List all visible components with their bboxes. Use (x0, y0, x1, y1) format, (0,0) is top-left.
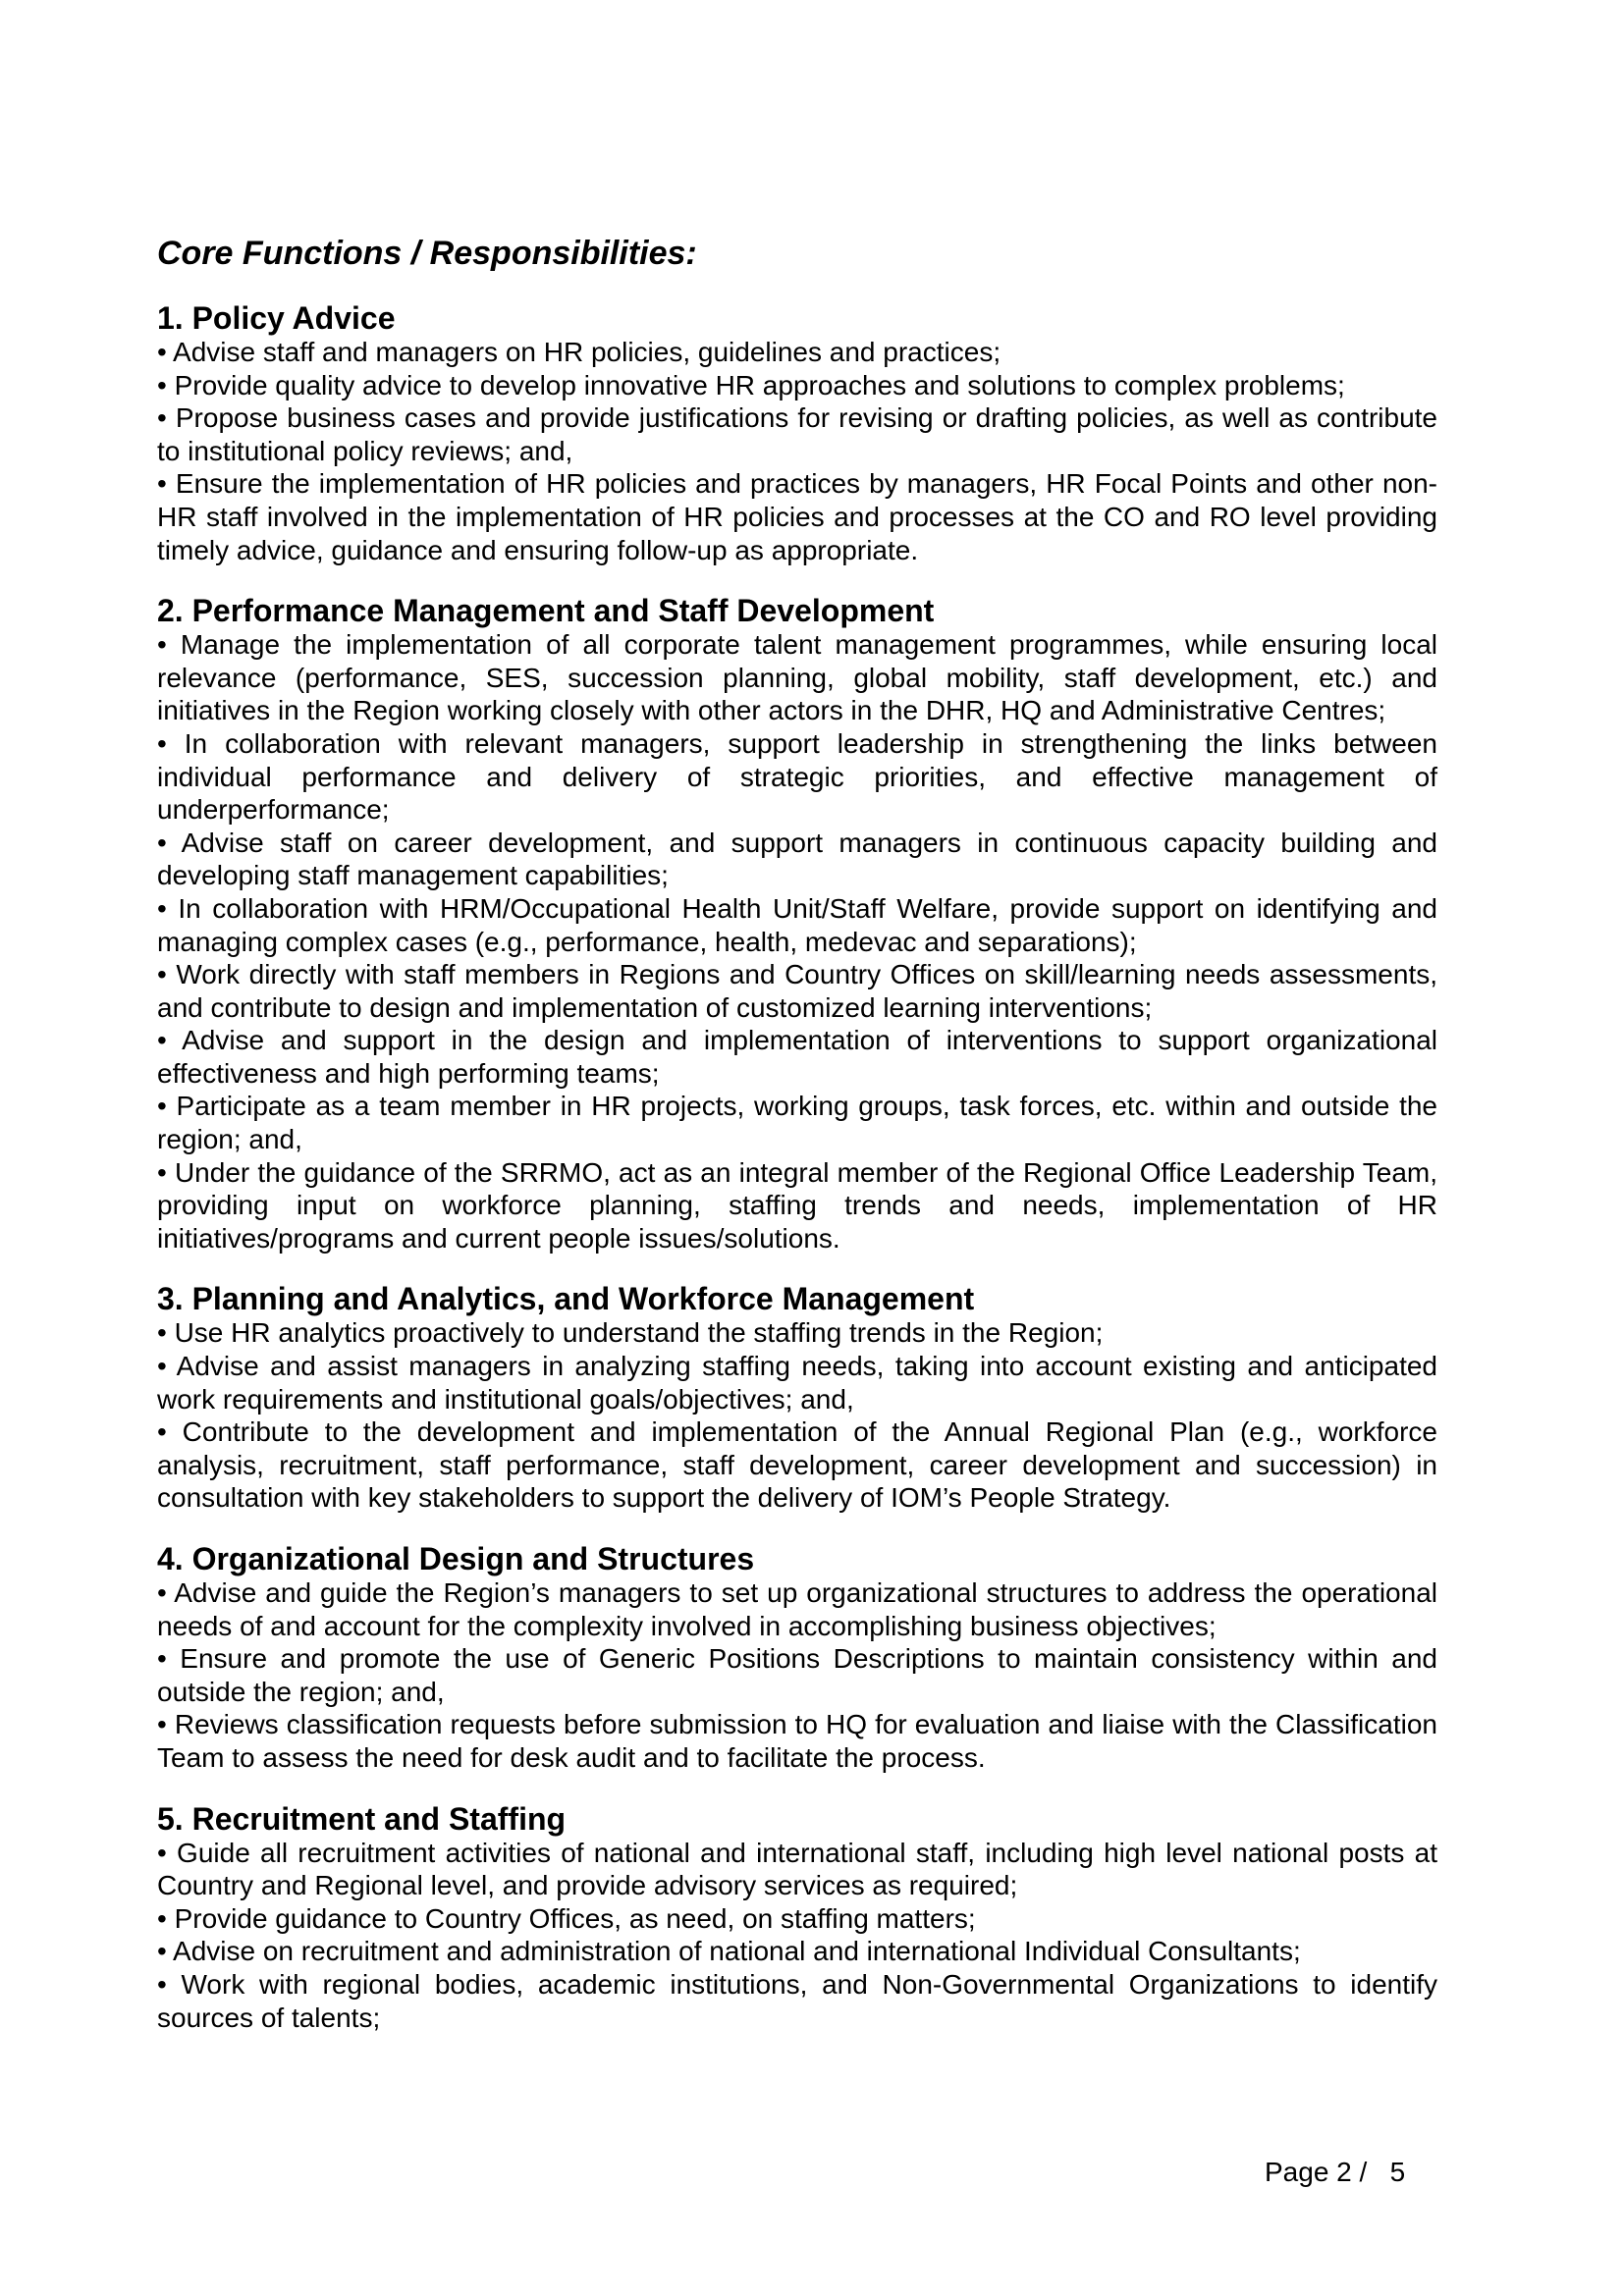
bullet-item: • Participate as a team member in HR projects, working groups, task forces, etc. within and outside the region; and, (157, 1091, 1437, 1155)
bullet-item: • Guide all recruitment activities of national and international staff, including high level national posts at Country and Regional level, and provide advisory services as required; (157, 1837, 1437, 1901)
bullet-item: • Advise staff and managers on HR policies, guidelines and practices; (157, 337, 1001, 367)
section-policy-advice (157, 300, 1437, 566)
bullet-item: • Ensure and promote the use of Generic Positions Descriptions to maintain consistency within and outside the region; and, (157, 1643, 1437, 1707)
bullet-item: • Advise and guide the Region’s managers to set up organizational structures to address the operational needs of and account for the complexity involved in accomplishing business objectives; (157, 1577, 1437, 1641)
bullet-item: • Contribute to the development and implementation of the Annual Regional Plan (e.g., workforce analysis, recruitment, staff performance, staff development, career development and succession) in consultation with key stakeholders to support the delivery of IOM’s People Strategy. (157, 1416, 1437, 1514)
bullet-item: • Advise and assist managers in analyzing staffing needs, taking into account existing and anticipated work requirements and institutional goals/objectives; and, (157, 1351, 1437, 1415)
section-organizational-design (157, 1541, 1437, 1775)
bullet-item: • Advise staff on career development, and support managers in continuous capacity building and developing staff management capabilities; (157, 827, 1437, 891)
bullet-item: • Under the guidance of the SRRMO, act as an integral member of the Regional Office Leadership Team, providing input on workforce planning, staffing trends and needs, implementation of HR initiatives/programs and current people issues/solutions. (157, 1156, 1437, 1254)
page-heading: Core Functions / Responsibilities: (157, 235, 697, 272)
bullet-item: • Use HR analytics proactively to understand the staffing trends in the Region; (157, 1317, 1104, 1349)
section-title: 1. Policy Advice (157, 300, 396, 336)
section-title: 4. Organizational Design and Structures (157, 1541, 755, 1576)
bullet-item: • Manage the implementation of all corporate talent management programmes, while ensuring local relevance (performance, SES, succession planning, global mobility, staff development, etc.) and initiatives in the Region working closely with other actors in the DHR, HQ and Administrative Centres; (157, 629, 1437, 726)
bullet-item: • In collaboration with relevant managers, support leadership in strengthening the links between individual performance and delivery of strategic priorities, and effective management of underperformance; (157, 727, 1437, 826)
bullet-item: • Provide quality advice to develop innovative HR approaches and solutions to complex problems; (157, 369, 1345, 400)
section-recruitment-staffing (157, 1801, 1437, 2035)
bullet-item: • Provide guidance to Country Offices, as need, on staffing matters; (157, 1902, 976, 1934)
bullet-item: • Work directly with staff members in Regions and Country Offices on skill/learning needs assessments, and contribute to design and implementation of customized learning interventions; (157, 959, 1437, 1023)
section-planning-analytics (157, 1281, 1437, 1515)
section-performance-management (157, 593, 1437, 1255)
bullet-item: • Work with regional bodies, academic institutions, and Non-Governmental Organizations to identify sources of talents; (157, 1968, 1437, 2033)
section-title: 2. Performance Management and Staff Development (157, 593, 935, 629)
bullet-item: • Reviews classification requests before submission to HQ for evaluation and liaise with the Classification Team to assess the need for desk audit and to facilitate the process. (157, 1709, 1437, 1773)
bullet-item: • Advise on recruitment and administration of national and international Individual Consultants; (157, 1936, 1301, 1967)
section-title: 3. Planning and Analytics, and Workforce Management (157, 1281, 975, 1317)
bullet-item: • Propose business cases and provide justifications for revising or drafting policies, as well as contribute to institutional policy reviews; and, (157, 402, 1437, 466)
section-title: 5. Recruitment and Staffing (157, 1800, 567, 1837)
document-page (157, 232, 1437, 2060)
bullet-item: • Advise and support in the design and implementation of interventions to support organizational effectiveness and high performing teams; (157, 1025, 1437, 1089)
bullet-item: • In collaboration with HRM/Occupational Health Unit/Staff Welfare, provide support on identifying and managing complex cases (e.g., performance, health, medevac and separations); (157, 892, 1437, 957)
bullet-item: • Ensure the implementation of HR policies and practices by managers, HR Focal Points and other non-HR staff involved in the implementation of HR policies and processes at the CO and RO level providing timely advice, guidance and ensuring follow-up as appropriate. (157, 468, 1437, 565)
page-number: Page 2 / 5 (1265, 2157, 1406, 2187)
